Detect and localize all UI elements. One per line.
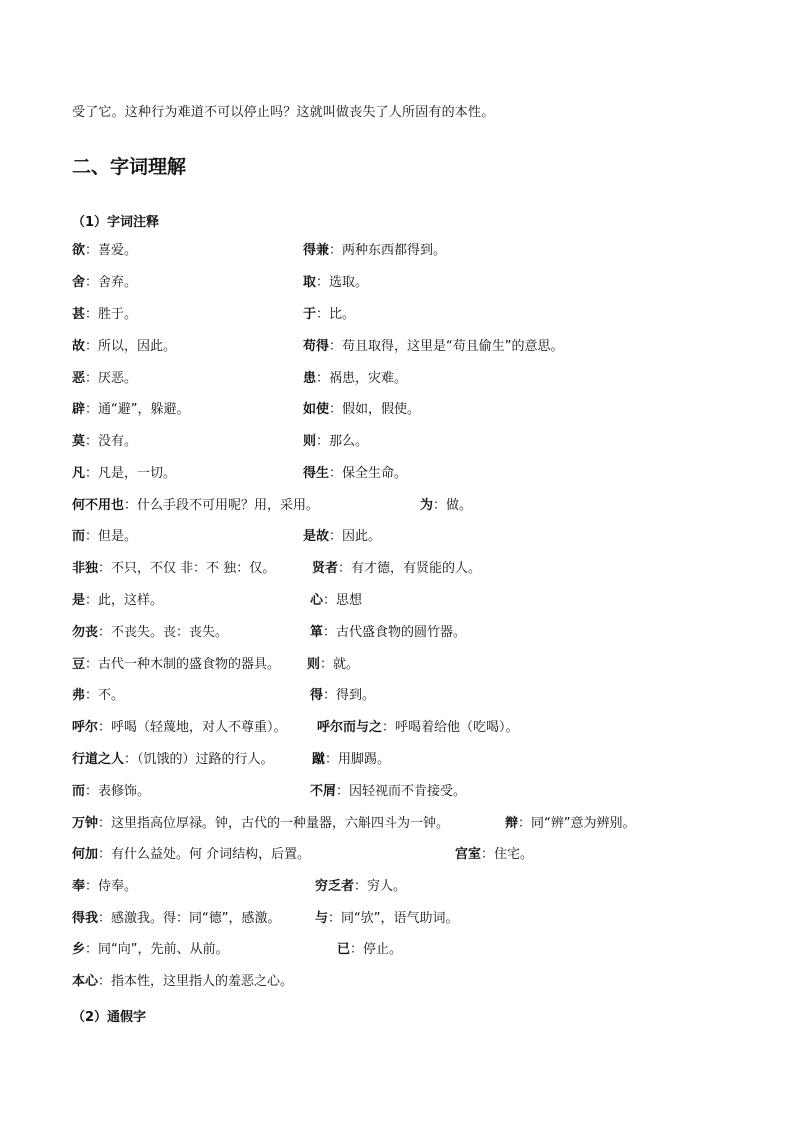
note-definition: ：不只，不仅 非：不 独：仅。 [98, 561, 276, 576]
note-definition: ：舍弃。 [85, 275, 138, 290]
note-term: 贤者 [312, 561, 339, 576]
note-row [72, 845, 772, 867]
note-entry [72, 909, 281, 929]
note-entry [72, 845, 310, 865]
note-term: 故 [72, 339, 86, 354]
note-term: 乡 [72, 942, 86, 957]
note-entry [455, 845, 533, 865]
note-row [72, 496, 772, 518]
note-definition: ：感激我。得：同“德”，感激。 [98, 911, 281, 926]
note-definition: ：凡是，一切。 [85, 466, 177, 481]
note-entry [315, 877, 406, 897]
note-term: 勿丧 [72, 625, 99, 640]
note-term: 与 [315, 911, 329, 926]
note-row [72, 814, 772, 836]
note-entry [72, 496, 319, 516]
note-entry [337, 940, 402, 960]
note-term: 为 [420, 498, 434, 513]
note-entry [72, 527, 137, 547]
note-definition: ：通“避”，躲避。 [85, 402, 190, 417]
note-term: 取 [303, 275, 317, 290]
note-entry [72, 559, 275, 579]
note-entry [72, 686, 124, 706]
note-term: 豆 [72, 657, 86, 672]
note-definition: ：不。 [85, 688, 125, 703]
note-row [72, 337, 772, 359]
note-term: 得我 [72, 911, 99, 926]
note-term: 已 [337, 942, 351, 957]
note-definition: ：没有。 [85, 434, 138, 449]
note-row [72, 432, 772, 454]
note-term: 莫 [72, 434, 86, 449]
note-definition: ：呼喝着给他（吃喝）。 [382, 720, 519, 735]
note-term: 恶 [72, 371, 86, 386]
note-definition: ：同“辨”意为辨别。 [518, 816, 636, 831]
note-entry [420, 496, 472, 516]
note-term: 辟 [72, 402, 86, 417]
note-term: 何加 [72, 847, 99, 862]
note-term: 何不用也 [72, 498, 125, 513]
note-row [72, 750, 772, 772]
note-definition: ：有才德，有贤能的人。 [338, 561, 482, 576]
note-definition: ：古代一种木制的盛食物的器具。 [85, 657, 281, 672]
note-term: 宫室 [455, 847, 482, 862]
note-definition: ：同“向”，先前、从前。 [85, 942, 229, 957]
note-entry [72, 940, 229, 960]
note-term: 得兼 [303, 243, 330, 258]
intro-paragraph: 受了它。这种行为难道不可以停止吗？这就叫做丧失了人所固有的本性。 [72, 105, 495, 120]
note-term: 欲 [72, 243, 86, 258]
note-entry [72, 400, 190, 420]
note-row [72, 559, 772, 581]
note-entry [72, 718, 287, 738]
note-row [72, 686, 772, 708]
note-row [72, 782, 772, 804]
note-term: 蹴 [312, 752, 326, 767]
note-definition: ：那么。 [316, 434, 369, 449]
note-entry [72, 273, 137, 293]
note-term: 不屑 [310, 784, 337, 799]
note-row [72, 527, 772, 549]
note-entry [303, 273, 368, 293]
note-definition: ：古代盛食物的圆竹器。 [323, 625, 467, 640]
note-entry [310, 623, 466, 643]
note-definition: ：假如，假使。 [329, 402, 421, 417]
note-term: 是故 [303, 529, 330, 544]
note-term: 而 [72, 784, 86, 799]
note-term: 舍 [72, 275, 86, 290]
note-definition: ：祸患，灾难。 [316, 371, 408, 386]
note-term: 箪 [310, 625, 324, 640]
note-row [72, 273, 772, 295]
note-term: 得生 [303, 466, 330, 481]
note-term: 万钟 [72, 816, 99, 831]
subheading-word-notes: （1）字词注释 [72, 215, 160, 230]
note-definition: ：所以，因此。 [85, 339, 177, 354]
note-definition: ：做。 [433, 498, 473, 513]
note-term: 奉 [72, 879, 86, 894]
note-definition: ：思想 [323, 593, 363, 608]
note-entry [310, 782, 466, 802]
note-definition: ：穷人。 [354, 879, 407, 894]
note-entry [312, 559, 481, 579]
note-term: 凡 [72, 466, 86, 481]
note-entry [310, 686, 375, 706]
note-row [72, 464, 772, 486]
note-row [72, 369, 772, 391]
note-term: 辩 [505, 816, 519, 831]
note-entry [72, 623, 228, 643]
note-entry [72, 782, 150, 802]
note-row [72, 877, 772, 899]
note-entry [72, 877, 137, 897]
note-entry [307, 655, 359, 675]
note-entry [72, 972, 293, 992]
note-entry [303, 369, 407, 389]
note-term: 呼尔 [72, 720, 99, 735]
note-definition: ：保全生命。 [329, 466, 408, 481]
note-term: 则 [307, 657, 321, 672]
note-definition: ：喜爱。 [85, 243, 138, 258]
note-definition: ：住宅。 [481, 847, 534, 862]
note-term: 本心 [72, 974, 99, 989]
subheading-tongjiazi: （2）通假字 [72, 1010, 147, 1025]
note-definition: ：什么手段不可用呢？用，采用。 [124, 498, 320, 513]
note-term: 则 [303, 434, 317, 449]
note-row [72, 909, 772, 931]
note-definition: ：表修饰。 [85, 784, 151, 799]
note-definition: ：停止。 [350, 942, 403, 957]
note-definition: ：比。 [316, 307, 356, 322]
note-entry [303, 337, 564, 357]
note-term: 非独 [72, 561, 99, 576]
note-entry [317, 718, 519, 738]
note-definition: ：因轻视而不肯接受。 [336, 784, 467, 799]
note-term: 呼尔而与之 [317, 720, 383, 735]
note-term: 心 [310, 593, 324, 608]
note-entry [303, 305, 355, 325]
note-definition: ：用脚踢。 [325, 752, 391, 767]
note-term: 穷乏者 [315, 879, 355, 894]
note-row [72, 623, 772, 645]
note-entry [72, 432, 137, 452]
note-entry [72, 305, 137, 325]
note-definition: ：就。 [320, 657, 360, 672]
note-definition: ：此，这样。 [85, 593, 164, 608]
note-definition: ：同“欤”，语气助词。 [328, 911, 459, 926]
note-definition: ：胜于。 [85, 307, 138, 322]
note-term: 而 [72, 529, 86, 544]
note-term: 得 [310, 688, 324, 703]
note-definition: ：两种东西都得到。 [329, 243, 447, 258]
note-row [72, 718, 772, 740]
note-term: 行道之人 [72, 752, 125, 767]
note-definition: ：这里指高位厚禄。钟，古代的一种量器，六斛四斗为一钟。 [98, 816, 450, 831]
note-term: 苟得 [303, 339, 330, 354]
note-entry [312, 750, 390, 770]
note-entry [303, 400, 420, 420]
note-term: 如使 [303, 402, 330, 417]
note-term: 于 [303, 307, 317, 322]
note-entry [505, 814, 636, 834]
note-row [72, 591, 772, 613]
note-entry [72, 241, 137, 261]
note-row [72, 400, 772, 422]
note-entry [72, 464, 176, 484]
note-definition: ：有什么益处。何 介词结构，后置。 [98, 847, 311, 862]
section-title: 二、字词理解 [72, 156, 187, 178]
note-entry [72, 655, 280, 675]
note-entry [310, 591, 362, 611]
note-entry [303, 241, 446, 261]
note-entry [72, 591, 163, 611]
note-row [72, 940, 772, 962]
note-definition: ：指本性，这里指人的羞恶之心。 [98, 974, 294, 989]
note-definition: ：但是。 [85, 529, 138, 544]
note-definition: ：因此。 [329, 529, 382, 544]
note-term: 甚 [72, 307, 86, 322]
note-definition: ：不丧失。丧：丧失。 [98, 625, 229, 640]
note-definition: ：苟且取得，这里是“苟且偷生”的意思。 [329, 339, 564, 354]
note-definition: ：呼喝（轻蔑地，对人不尊重）。 [98, 720, 287, 735]
note-row [72, 305, 772, 327]
note-entry [72, 337, 176, 357]
note-definition: ：（饥饿的）过路的行人。 [124, 752, 274, 767]
note-entry [315, 909, 459, 929]
note-definition: ：得到。 [323, 688, 376, 703]
note-entry [303, 464, 407, 484]
note-entry [303, 432, 368, 452]
note-entry [303, 527, 381, 547]
note-term: 患 [303, 371, 317, 386]
note-entry [72, 750, 274, 770]
note-entry [72, 814, 449, 834]
note-entry [72, 369, 137, 389]
note-row [72, 655, 772, 677]
note-definition: ：选取。 [316, 275, 369, 290]
note-row [72, 972, 772, 994]
note-definition: ：侍奉。 [85, 879, 138, 894]
note-definition: ：厌恶。 [85, 371, 138, 386]
note-row [72, 241, 772, 263]
note-term: 是 [72, 593, 86, 608]
note-term: 弗 [72, 688, 86, 703]
